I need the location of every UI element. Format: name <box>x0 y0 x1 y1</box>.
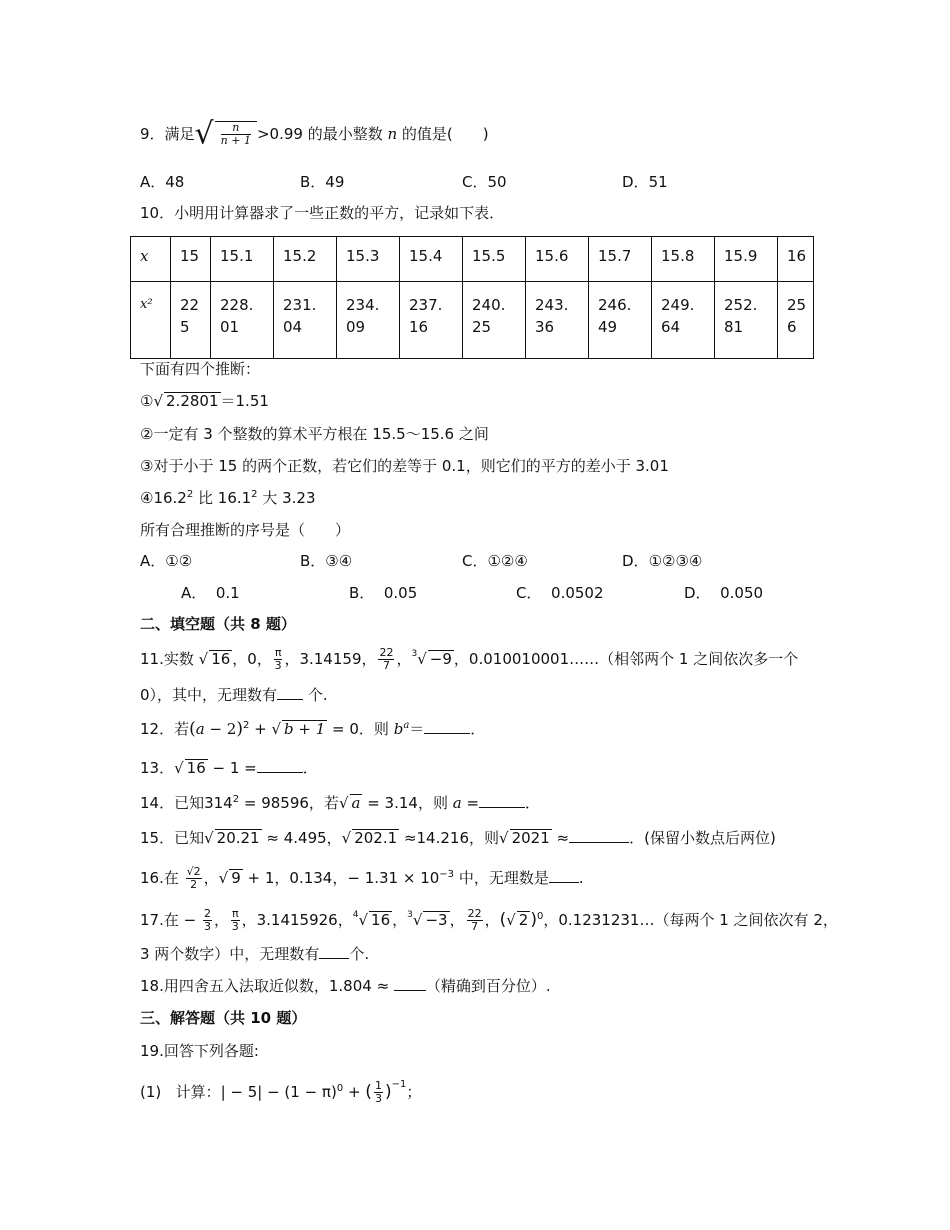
table-cell: 15.1 <box>211 237 274 282</box>
table-cell: 240.25 <box>463 282 526 359</box>
extra-option-b: B． 0.05 <box>349 584 418 602</box>
answer-blank[interactable] <box>394 990 426 991</box>
table-cell: 228.01 <box>211 282 274 359</box>
question-11-line2: 0），其中，无理数有 个. <box>140 686 328 704</box>
table-cell: 234.09 <box>337 282 400 359</box>
table-cell: 249.64 <box>652 282 715 359</box>
answer-blank[interactable] <box>424 733 470 734</box>
q9-option-b: B．49 <box>300 173 345 191</box>
table-cell: 15.9 <box>715 237 778 282</box>
question-19: 19.回答下列各题: <box>140 1042 259 1060</box>
section-3-heading: 三、解答题（共 10 题） <box>140 1009 307 1027</box>
question-17-line2: 3 两个数字）中，无理数有 个. <box>140 945 370 963</box>
squares-table <box>130 236 814 359</box>
table-cell: 15 <box>171 237 211 282</box>
table-cell: 243.36 <box>526 282 589 359</box>
question-17: 17.在 − $\frac{2}{3}$ ， $\frac{\pi}{3}$ ，3.1415926，$^4$√ 16 ，$^3$√ −3 ， $\frac{22}{7}$ ，(√ 2 )$^0$，0.1231231…（每两个 1 之间依次有 2， <box>140 907 838 933</box>
table-cell: 15.2 <box>274 237 337 282</box>
extra-option-d: D． 0.050 <box>684 584 764 602</box>
table-cell: 256 <box>778 282 814 359</box>
question-14: 14．已知$314^2 = 98596$，若√ a = 3.14，则 a = ． <box>140 794 541 812</box>
extra-option-c: C． 0.0502 <box>516 584 604 602</box>
answer-blank[interactable] <box>569 842 629 843</box>
q10-option-c: C．①②④ <box>462 552 528 570</box>
table-cell: 15.3 <box>337 237 400 282</box>
q9-fraction: $\frac{n}{n + 1}$ <box>220 121 251 147</box>
question-19-part-1: (1) 计算：| − $5| - (1 - \pi)^0$ + ( $\frac{1}{3}$ )$^{-1}$； <box>140 1079 422 1105</box>
q10-option-d: D．①②③④ <box>622 552 703 570</box>
answer-blank[interactable] <box>257 772 303 773</box>
q10-statement-4: ④16.2$^2$ 比 16.1$^2$ 大 3.23 <box>140 489 316 507</box>
table-cell: 231.04 <box>274 282 337 359</box>
answer-blank[interactable] <box>549 882 579 883</box>
question-13: 13．√ 16 − 1 = ． <box>140 759 318 777</box>
q9-option-a: A．48 <box>140 173 185 191</box>
extra-option-a: A． 0.1 <box>181 584 240 602</box>
question-15: 15．已知√ 20.21 ≈ 4.495，√ 202.1 ≈14.216，则√ 2021 ≈ ．(保留小数点后两位) <box>140 829 776 847</box>
table-cell: 16 <box>778 237 814 282</box>
q10-intro: 下面有四个推断： <box>140 360 261 378</box>
q10-statement-1: ①√ 2.2801 ＝1.51 <box>140 392 269 410</box>
answer-blank[interactable] <box>319 958 349 959</box>
table-cell: 252.81 <box>715 282 778 359</box>
question-10-stem: 10．小明用计算器求了一些正数的平方，记录如下表． <box>140 204 505 222</box>
table-cell: 237.16 <box>400 282 463 359</box>
table-cell: x² <box>131 282 171 359</box>
q10-option-a: A．①② <box>140 552 193 570</box>
question-16: 16.在 $\frac{√2}{2}$ ，√ 9 + 1，0.134，− $1.31 \times 10^{-3}$ 中，无理数是 . <box>140 865 584 891</box>
q10-option-b: B．③④ <box>300 552 353 570</box>
section-2-heading: 二、填空题（共 8 题） <box>140 615 296 633</box>
table-cell: 246.49 <box>589 282 652 359</box>
question-9: 9．满足√ $\frac{n}{n + 1}$ >0.99 的最小整数 n 的值是( ) <box>140 116 489 152</box>
table-cell: 15.8 <box>652 237 715 282</box>
table-cell: x <box>131 237 171 282</box>
answer-blank[interactable] <box>479 807 525 808</box>
table-cell: 225 <box>171 282 211 359</box>
question-18: 18.用四舍五入法取近似数，1.804 ≈ （精确到百分位）. <box>140 977 551 995</box>
table-cell: 15.6 <box>526 237 589 282</box>
table-row-x <box>131 237 814 282</box>
q9-option-d: D．51 <box>622 173 668 191</box>
answer-blank[interactable] <box>277 699 303 700</box>
q10-statement-2: ②一定有 3 个整数的算术平方根在 15.5～15.6 之间 <box>140 425 489 443</box>
q10-statement-3: ③对于小于 15 的两个正数，若它们的差等于 0.1，则它们的平方的差小于 3.01 <box>140 457 669 475</box>
question-11: 11.实数 √ 16 ，0， $\frac{\pi}{3}$ ，3.14159， $\frac{22}{7}$ ，$^3$√ −9 ，0.010010001……（相邻两个 1 之间依次多一个 <box>140 646 799 672</box>
table-cell: 15.4 <box>400 237 463 282</box>
question-12: 12．若$(a - 2)^2$ + √ b + 1 = 0．则 $b^a=$ ． <box>140 719 486 739</box>
table-row-x-squared <box>131 282 814 359</box>
q10-ask: 所有合理推断的序号是（ ） <box>140 521 351 539</box>
table-cell: 15.5 <box>463 237 526 282</box>
table-cell: 15.7 <box>589 237 652 282</box>
q9-option-c: C．50 <box>462 173 507 191</box>
